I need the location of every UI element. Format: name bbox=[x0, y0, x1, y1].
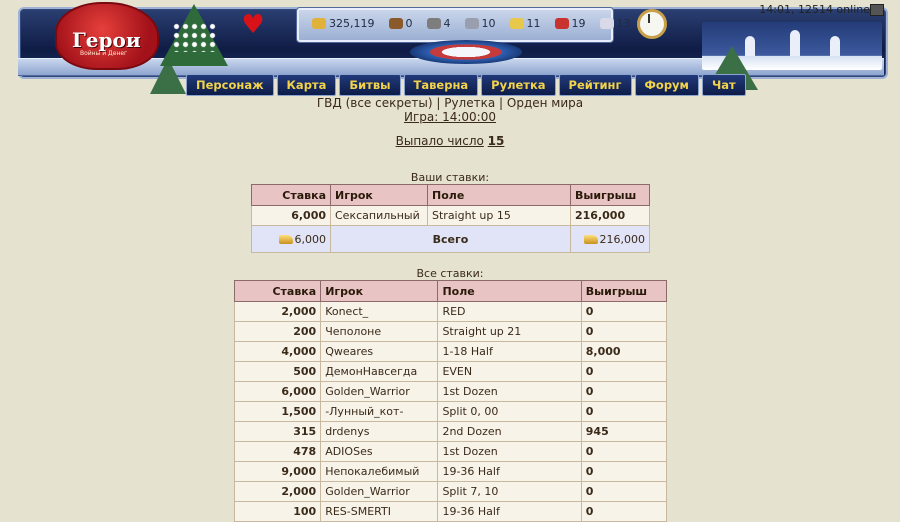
field-cell: 19-36 Half bbox=[438, 502, 581, 522]
main-nav bbox=[186, 74, 746, 96]
col-stake: Ставка bbox=[252, 185, 331, 206]
resources-row bbox=[312, 17, 631, 30]
sub-links bbox=[0, 96, 900, 110]
my-bets-table bbox=[251, 184, 650, 253]
clock-icon[interactable] bbox=[637, 9, 667, 39]
player-cell[interactable]: Чеполоне bbox=[321, 322, 438, 342]
resource-value: 11 bbox=[526, 17, 541, 30]
stake-cell: 9,000 bbox=[235, 462, 321, 482]
link-order-of-peace[interactable]: Орден мира bbox=[506, 96, 584, 110]
win-cell: 0 bbox=[581, 302, 666, 322]
nav-map-button[interactable]: Карта bbox=[277, 74, 337, 96]
total-label: Всего bbox=[331, 226, 571, 253]
tower-decoration bbox=[790, 30, 800, 56]
win-cell: 0 bbox=[581, 482, 666, 502]
stake-cell: 315 bbox=[235, 422, 321, 442]
table-row bbox=[235, 322, 667, 342]
table-row bbox=[235, 462, 667, 482]
total-stake: 6,000 bbox=[294, 232, 326, 246]
nav-chat-button[interactable]: Чат bbox=[702, 74, 746, 96]
logo-subtitle: Войны и Денег bbox=[80, 50, 128, 57]
table-row bbox=[235, 422, 667, 442]
stake-cell: 6,000 bbox=[235, 382, 321, 402]
win-cell: 0 bbox=[581, 462, 666, 482]
win-cell: 945 bbox=[581, 422, 666, 442]
resource-value: 19 bbox=[571, 17, 586, 30]
stake-cell: 1,500 bbox=[235, 402, 321, 422]
player-cell[interactable]: ДемонНавсегда bbox=[321, 362, 438, 382]
separator: | bbox=[499, 96, 504, 110]
resource-value: 13 bbox=[616, 17, 631, 30]
player-cell[interactable]: drdenys bbox=[321, 422, 438, 442]
table-row bbox=[235, 362, 667, 382]
table-row bbox=[235, 442, 667, 462]
col-field: Поле bbox=[428, 185, 571, 206]
stake-cell: 100 bbox=[235, 502, 321, 522]
total-row bbox=[252, 226, 650, 253]
server-status: 14:01, 12514 online bbox=[759, 3, 870, 16]
gifts-icon bbox=[410, 40, 522, 64]
win-cell: 8,000 bbox=[581, 342, 666, 362]
win-cell: 0 bbox=[581, 402, 666, 422]
total-win: 216,000 bbox=[599, 232, 645, 246]
sulfur-icon bbox=[510, 18, 524, 29]
clock-hand bbox=[648, 14, 650, 23]
resource-value: 4 bbox=[443, 17, 451, 30]
col-stake: Ставка bbox=[235, 281, 321, 302]
all-bets-header bbox=[235, 281, 667, 302]
nav-rating-button[interactable]: Рейтинг bbox=[559, 74, 632, 96]
player-cell[interactable]: Непокалебимый bbox=[321, 462, 438, 482]
table-row bbox=[252, 206, 650, 226]
field-cell: RED bbox=[438, 302, 581, 322]
col-player: Игрок bbox=[321, 281, 438, 302]
site-header bbox=[0, 0, 900, 96]
field-cell: 19-36 Half bbox=[438, 462, 581, 482]
player-cell[interactable]: RES-SMERTI bbox=[321, 502, 438, 522]
win-cell: 0 bbox=[581, 322, 666, 342]
result-number[interactable]: 15 bbox=[487, 134, 505, 148]
gold-icon bbox=[584, 235, 598, 244]
field-cell: Straight up 15 bbox=[428, 206, 571, 226]
logo[interactable]: Герои bbox=[72, 28, 141, 52]
tower-decoration bbox=[830, 36, 840, 56]
nav-tavern-button[interactable]: Таверна bbox=[404, 74, 479, 96]
player-cell[interactable]: -Лунный_кот- bbox=[321, 402, 438, 422]
stake-cell: 500 bbox=[235, 362, 321, 382]
col-player: Игрок bbox=[331, 185, 428, 206]
roulette-result bbox=[0, 134, 900, 148]
my-bets-caption: Ваши ставки: bbox=[410, 171, 490, 184]
link-roulette[interactable]: Рулетка bbox=[444, 96, 496, 110]
field-cell: Straight up 21 bbox=[438, 322, 581, 342]
health-heart-icon[interactable]: ♥ bbox=[241, 10, 265, 40]
stake-cell: 4,000 bbox=[235, 342, 321, 362]
player-cell[interactable]: Сексапильный bbox=[331, 206, 428, 226]
nav-forum-button[interactable]: Форум bbox=[635, 74, 699, 96]
mercury-icon bbox=[465, 18, 479, 29]
win-cell: 0 bbox=[581, 502, 666, 522]
tv-icon[interactable] bbox=[870, 4, 884, 16]
field-cell: Split 7, 10 bbox=[438, 482, 581, 502]
gold-icon bbox=[279, 235, 293, 244]
field-cell: 1st Dozen bbox=[438, 442, 581, 462]
stake-cell: 200 bbox=[235, 322, 321, 342]
resource-value: 10 bbox=[481, 17, 496, 30]
col-win: Выигрыш bbox=[571, 185, 650, 206]
resource-value: 325,119 bbox=[329, 17, 375, 30]
all-bets-body bbox=[235, 302, 667, 522]
field-cell: EVEN bbox=[438, 362, 581, 382]
total-stake-cell bbox=[252, 226, 331, 253]
win-cell: 0 bbox=[581, 442, 666, 462]
player-cell[interactable]: ADIOSes bbox=[321, 442, 438, 462]
total-win-cell bbox=[571, 226, 650, 253]
stake-cell: 6,000 bbox=[252, 206, 331, 226]
player-cell[interactable]: Qweares bbox=[321, 342, 438, 362]
col-field: Поле bbox=[438, 281, 581, 302]
game-time-link[interactable]: Игра: 14:00:00 bbox=[403, 110, 496, 124]
table-row bbox=[235, 482, 667, 502]
all-bets-caption: Все ставки: bbox=[416, 267, 484, 280]
player-cell[interactable]: Golden_Warrior bbox=[321, 382, 438, 402]
player-cell[interactable]: Konect_ bbox=[321, 302, 438, 322]
separator: | bbox=[436, 96, 441, 110]
wood-icon bbox=[389, 18, 403, 29]
gem-icon bbox=[600, 18, 614, 29]
nav-battles-button[interactable]: Битвы bbox=[339, 74, 400, 96]
win-cell: 216,000 bbox=[571, 206, 650, 226]
field-cell: 1-18 Half bbox=[438, 342, 581, 362]
gold-icon bbox=[312, 18, 326, 29]
field-cell: 2nd Dozen bbox=[438, 422, 581, 442]
field-cell: Split 0, 00 bbox=[438, 402, 581, 422]
link-gvd-secrets[interactable]: ГВД (все секреты) bbox=[316, 96, 433, 110]
col-win: Выигрыш bbox=[581, 281, 666, 302]
table-row bbox=[235, 382, 667, 402]
win-cell: 0 bbox=[581, 382, 666, 402]
stake-cell: 2,000 bbox=[235, 302, 321, 322]
table-row bbox=[235, 342, 667, 362]
crystal-icon bbox=[555, 18, 569, 29]
field-cell: 1st Dozen bbox=[438, 382, 581, 402]
player-cell[interactable]: Golden_Warrior bbox=[321, 482, 438, 502]
nav-roulette-button[interactable]: Рулетка bbox=[481, 74, 555, 96]
table-row bbox=[235, 502, 667, 522]
resource-value: 0 bbox=[405, 17, 413, 30]
stake-cell: 2,000 bbox=[235, 482, 321, 502]
my-bets-header bbox=[252, 185, 650, 206]
ore-icon bbox=[427, 18, 441, 29]
snow-decoration bbox=[172, 22, 218, 52]
all-bets-table bbox=[234, 280, 667, 522]
table-row bbox=[235, 302, 667, 322]
table-row bbox=[235, 402, 667, 422]
stake-cell: 478 bbox=[235, 442, 321, 462]
nav-character-button[interactable]: Персонаж bbox=[186, 74, 274, 96]
result-label[interactable]: Выпало число bbox=[395, 134, 484, 148]
win-cell: 0 bbox=[581, 362, 666, 382]
